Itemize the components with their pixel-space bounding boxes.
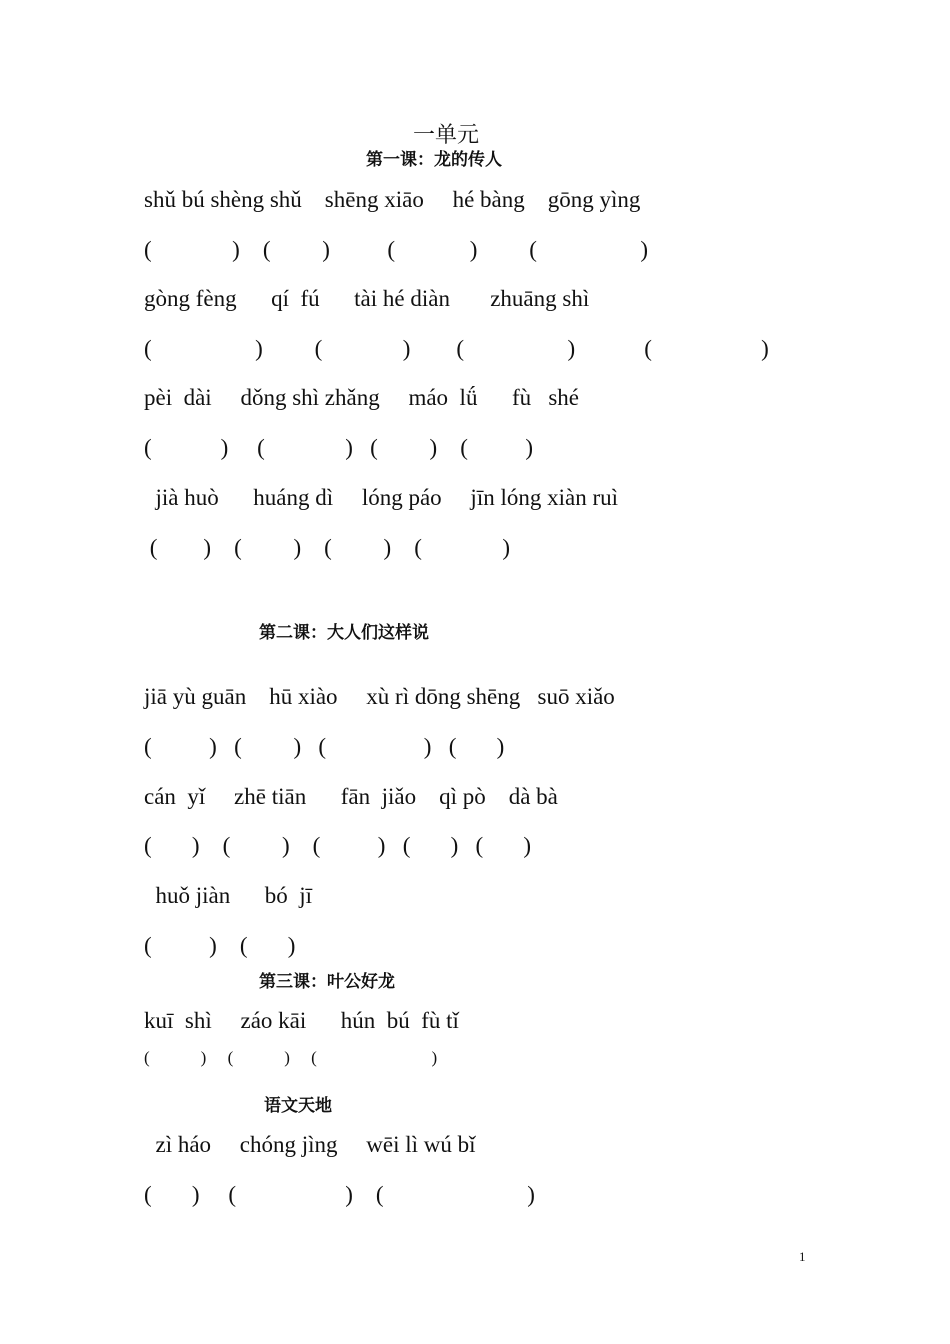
pinyin-row: cán yǐ zhē tiān fān jiǎo qì pò dà bà [144,784,558,809]
pinyin-row: jiā yù guān hū xiào xù rì dōng shēng suō xiǎo [144,684,615,709]
page-number: 1 [799,1249,806,1264]
section-title: 语文天地 [264,1096,332,1116]
pinyin-row: shǔ bú shèng shǔ shēng xiāo hé bàng gōng yìng [144,187,641,212]
bracket-row: ( ) ( ) ( ) [144,1182,535,1207]
bracket-row: ( ) ( ) ( ) ( ) [144,237,649,262]
lesson-3-title: 第三课：叶公好龙 [259,972,395,992]
bracket-row: ( ) ( ) ( ) [144,1048,438,1067]
pinyin-row: huǒ jiàn bó jī [144,883,313,908]
bracket-row: ( ) ( ) ( ) ( ) [144,435,534,460]
pinyin-row: zì háo chóng jìng wēi lì wú bǐ [144,1132,476,1157]
bracket-row: ( ) ( ) [144,933,296,958]
bracket-row: ( ) ( ) ( ) ( ) [144,734,505,759]
bracket-row: ( ) ( ) ( ) ( ) [144,535,511,560]
pinyin-row: pèi dài dǒng shì zhǎng máo lǘ fù shé [144,385,580,410]
bracket-row: ( ) ( ) ( ) ( ) ( ) [144,833,532,858]
pinyin-row: gòng fèng qí fú tài hé diàn zhuāng shì [144,286,590,311]
bracket-row: ( ) ( ) ( ) ( ) [144,336,769,361]
lesson-2-title: 第二课：大人们这样说 [259,623,429,643]
pinyin-row: jià huò huáng dì lóng páo jīn lóng xiàn ruì [144,485,619,510]
unit-title: 一单元 [413,123,480,148]
pinyin-row: kuī shì záo kāi hún bú fù tǐ [144,1008,459,1033]
lesson-1-title: 第一课：龙的传人 [366,150,502,170]
